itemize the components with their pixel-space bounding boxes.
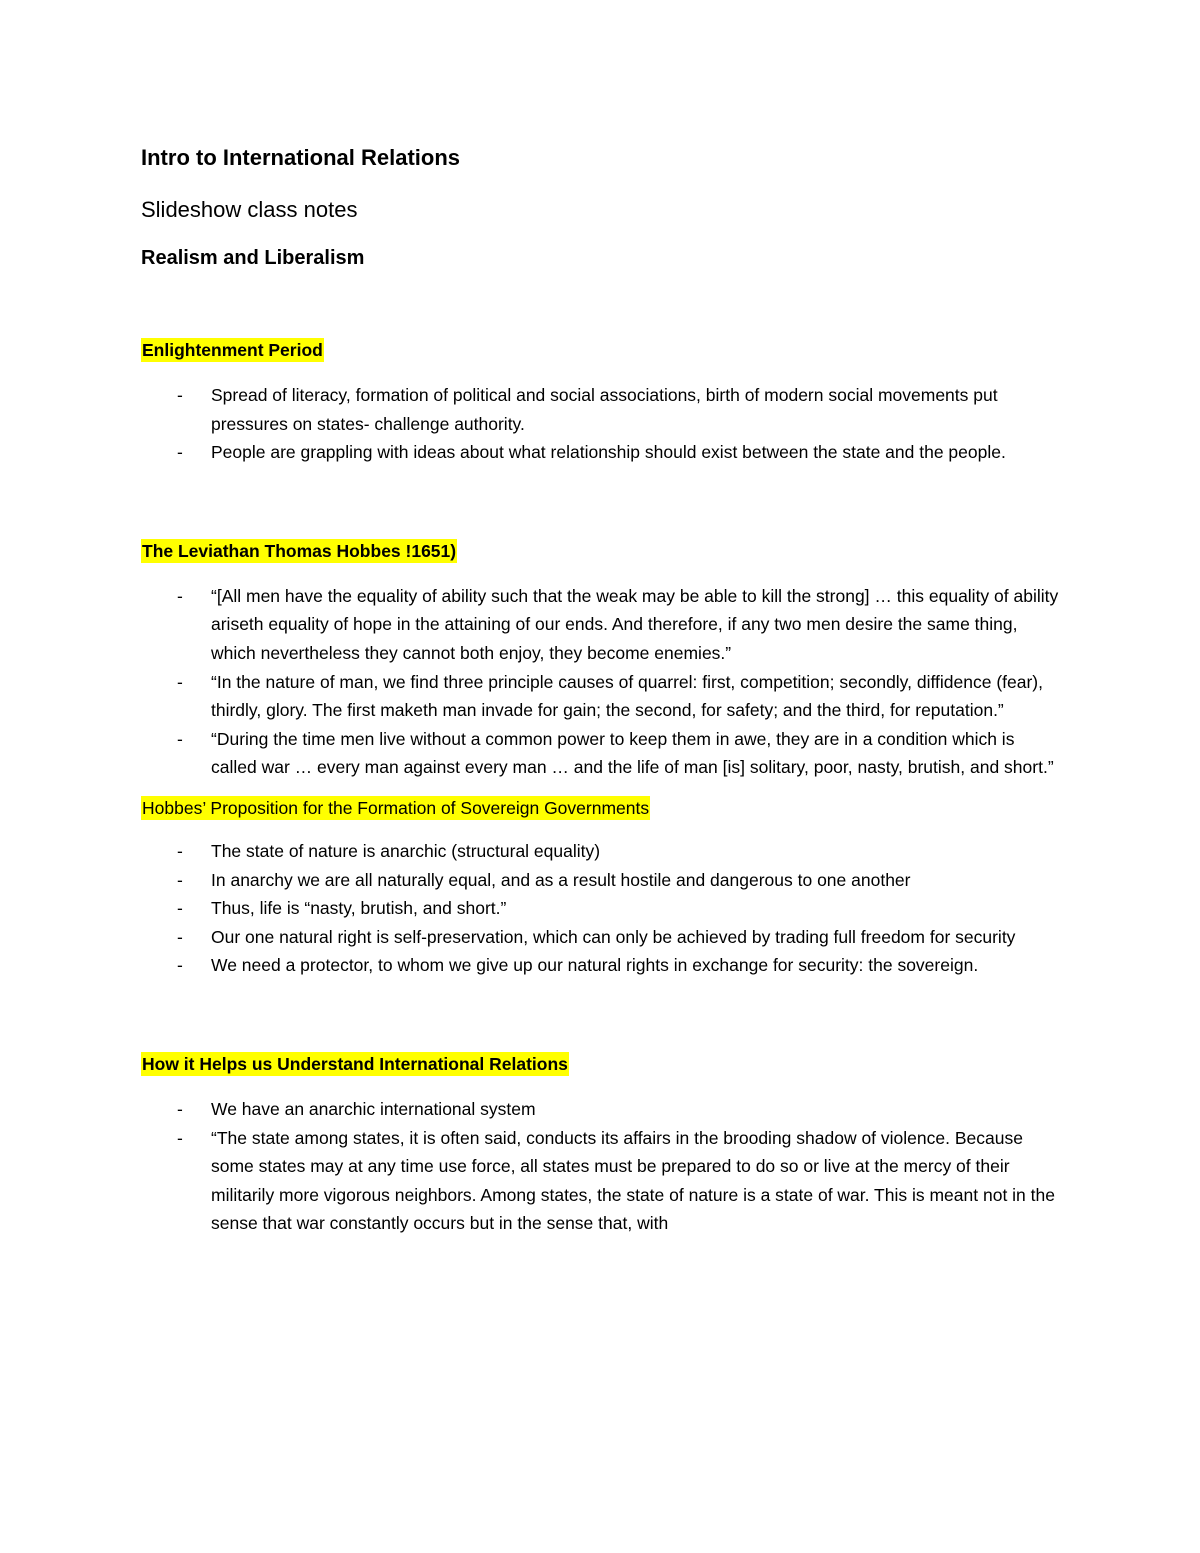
list-item: - Spread of literacy, formation of political and social associations, birth of modern social movements put pressures on states- challenge authority.	[141, 381, 1061, 438]
bullet-list	[141, 381, 1061, 467]
section-heading	[141, 1050, 1061, 1078]
section-heading-highlight: Enlightenment Period	[142, 340, 323, 360]
section-heading	[141, 336, 1061, 364]
document-page	[141, 140, 1061, 1238]
document-title: Intro to International Relations	[141, 145, 461, 170]
list-item: - Thus, life is “nasty, brutish, and short.”	[141, 894, 1061, 923]
section-heading-highlight: The Leviathan Thomas Hobbes !1651)	[142, 540, 457, 561]
bullet-list	[141, 837, 1061, 980]
list-item: - “During the time men live without a common power to keep them in awe, they are in a condition which is called war … every man against every man … and the life of man [is] solitary, poor, nasty, brutish, and short.”	[141, 725, 1061, 782]
document-subtitle: Slideshow class notes	[141, 197, 358, 222]
list-item: - “In the nature of man, we find three principle causes of quarrel: first, competition; secondly, diffidence (fear), thirdly, glory. The first maketh man invade for gain; the second, for safety; and the third, for reputation.”	[141, 668, 1061, 725]
section-heading	[141, 537, 1061, 565]
section-heading	[141, 794, 1061, 822]
list-item: - We have an anarchic international system	[141, 1095, 1061, 1124]
list-item: - “[All men have the equality of ability such that the weak may be able to kill the strong] … this equality of ability ariseth equality of hope in the attaining of our ends. And therefore, if any two men desire the same thing, which nevertheless they cannot both enjoy, they become enemies.”	[141, 582, 1061, 668]
list-item: - In anarchy we are all naturally equal, and as a result hostile and dangerous to one another	[141, 866, 1061, 895]
section-heading-highlight: Hobbes’ Proposition for the Formation of Sovereign Governments	[142, 797, 650, 818]
section-enlightenment	[141, 336, 1061, 467]
list-item: - “The state among states, it is often said, conducts its affairs in the brooding shadow of violence. Because some states may at any time use force, all states must be prepared to do so or live at the mercy of their militarily more vigorous neighbors. Among states, the state of nature is a state of war. This is meant not in the sense that war constantly occurs but in the sense that, with	[141, 1124, 1061, 1238]
list-item: - Our one natural right is self-preservation, which can only be achieved by trading full freedom for security	[141, 923, 1061, 952]
bullet-list	[141, 582, 1061, 782]
document-topic: Realism and Liberalism	[141, 247, 365, 269]
bullet-list	[141, 1095, 1061, 1238]
section-heading-highlight: How it Helps us Understand International Relations	[142, 1053, 568, 1074]
section-international-relations	[141, 1050, 1061, 1238]
section-hobbes-proposition	[141, 794, 1061, 980]
list-item: - People are grappling with ideas about what relationship should exist between the state and the people.	[141, 438, 1061, 467]
section-leviathan	[141, 537, 1061, 782]
list-item: - We need a protector, to whom we give up our natural rights in exchange for security: the sovereign.	[141, 951, 1061, 980]
list-item: - The state of nature is anarchic (structural equality)	[141, 837, 1061, 866]
